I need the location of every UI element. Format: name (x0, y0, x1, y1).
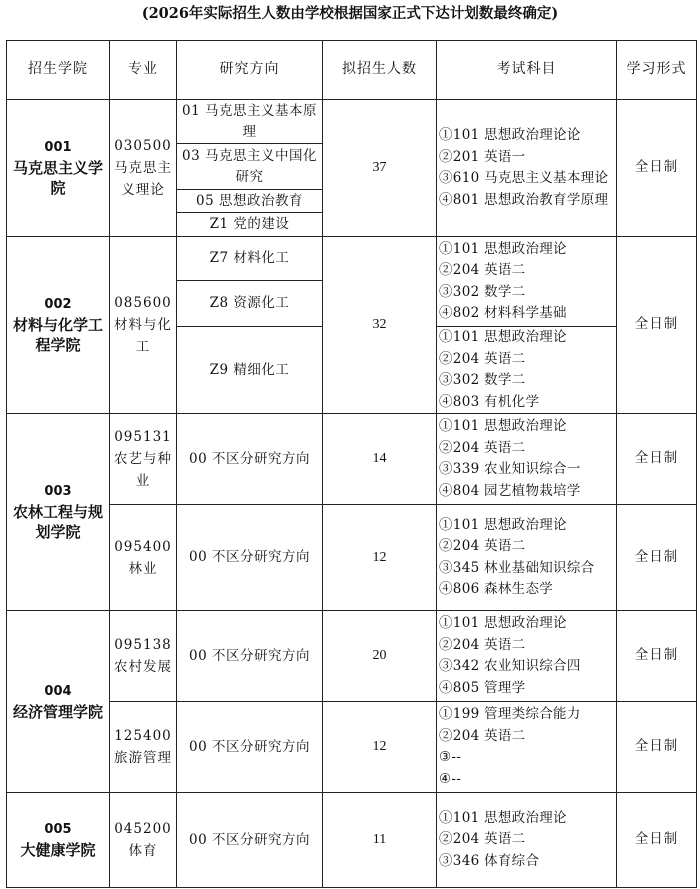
major-cell: 125400旅游管理 (110, 702, 177, 793)
direction-cell (177, 100, 323, 237)
table-row (7, 100, 697, 237)
quota-cell: 14 (323, 414, 437, 505)
school-cell (7, 414, 110, 611)
school-name: 马克思主义学院 (12, 159, 103, 197)
exam-subject: ①101 思想政治理论论 (439, 127, 581, 143)
exam-subject: ③610 马克思主义基本理论 (439, 170, 609, 186)
direction-item: Z7 材料化工 (177, 237, 322, 281)
table-row (7, 505, 697, 611)
exam-subject: ②204 英语二 (439, 636, 526, 653)
header-major: 专业 (110, 41, 177, 100)
direction-item: 03 马克思主义中国化研究 (177, 144, 322, 190)
quota-cell: 20 (323, 611, 437, 702)
exam-subject: ④-- (439, 770, 462, 787)
mode-cell: 全日制 (617, 702, 697, 793)
exam-subject: ②204 英语二 (439, 538, 526, 554)
exam-subject: ①101 思想政治理论 (439, 516, 567, 533)
school-code: 005 (44, 822, 72, 837)
exam-cell (437, 414, 617, 505)
direction-item: Z1 党的建设 (209, 216, 290, 232)
exam-subject: ④806 森林生态学 (439, 581, 554, 597)
header-direction: 研究方向 (177, 41, 323, 100)
header-row (7, 41, 697, 100)
exam-subject: ③345 林业基础知识综合 (439, 559, 595, 576)
exam-subject: ③302 数学二 (439, 372, 526, 388)
admissions-table (6, 40, 697, 888)
exam-cell (437, 237, 617, 327)
direction-item: Z8 资源化工 (209, 295, 290, 311)
major-cell: 085600材料与化工 (110, 237, 177, 414)
exam-subject: ①101 思想政治理论 (439, 240, 567, 257)
quota-cell: 12 (323, 505, 437, 611)
table-row (7, 237, 697, 327)
exam-cell (437, 793, 617, 888)
exam-subject: ①101 思想政治理论 (439, 615, 567, 631)
exam-subject: ③-- (439, 749, 462, 765)
exam-subject: ④803 有机化学 (439, 393, 540, 410)
school-code: 002 (44, 297, 72, 312)
major-cell: 095138农村发展 (110, 611, 177, 702)
table-row (7, 414, 697, 505)
exam-cell (437, 611, 617, 702)
quota-cell: 12 (323, 702, 437, 793)
exam-subject: ①199 管理类综合能力 (439, 706, 581, 722)
mode-cell: 全日制 (617, 237, 697, 414)
exam-subject: ①101 思想政治理论 (439, 329, 567, 345)
direction-item: 05 思想政治教育 (177, 190, 322, 213)
table-row (7, 793, 697, 888)
direction-cell: 00 不区分研究方向 (177, 611, 323, 702)
exam-subject: ①101 思想政治理论 (439, 418, 567, 434)
school-name: 材料与化学工程学院 (12, 316, 103, 354)
school-cell (7, 237, 110, 414)
header-exam: 考试科目 (437, 41, 617, 100)
direction-item: 01 马克思主义基本原理 (177, 100, 322, 144)
quota-cell: 32 (323, 237, 437, 414)
direction-cell (177, 237, 323, 327)
exam-subject: ②204 英语二 (439, 831, 526, 848)
direction-cell: Z9 精细化工 (177, 327, 323, 414)
exam-subject: ②204 英语二 (439, 262, 526, 278)
major-cell: 095400林业 (110, 505, 177, 611)
table-caption: (2026年实际招生人数由学校根据国家正式下达计划数最终确定) (141, 5, 559, 22)
header-mode: 学习形式 (617, 41, 697, 100)
exam-subject: ①101 思想政治理论 (439, 809, 567, 826)
exam-subject: ③339 农业知识综合一 (439, 461, 581, 477)
school-name: 农林工程与规划学院 (12, 503, 103, 541)
school-name: 经济管理学院 (12, 702, 103, 721)
exam-cell (437, 327, 617, 414)
major-cell: 045200体育 (110, 793, 177, 888)
mode-cell: 全日制 (617, 611, 697, 702)
quota-cell: 11 (323, 793, 437, 888)
mode-cell: 全日制 (617, 793, 697, 888)
exam-subject: ②201 英语一 (439, 148, 526, 165)
exam-cell (437, 505, 617, 611)
header-quota: 拟招生人数 (323, 41, 437, 100)
school-cell (7, 100, 110, 237)
direction-cell: 00 不区分研究方向 (177, 414, 323, 505)
direction-cell: 00 不区分研究方向 (177, 702, 323, 793)
exam-subject: ④804 园艺植物栽培学 (439, 482, 581, 499)
table-row (7, 702, 697, 793)
exam-subject: ③342 农业知识综合四 (439, 658, 581, 674)
school-code: 003 (44, 484, 72, 499)
header-school: 招生学院 (7, 41, 110, 100)
exam-subject: ②204 英语二 (439, 350, 526, 367)
mode-cell: 全日制 (617, 414, 697, 505)
exam-subject: ③346 体育综合 (439, 852, 540, 869)
major-cell: 095131农艺与种业 (110, 414, 177, 505)
exam-subject: ②204 英语二 (439, 727, 526, 744)
exam-cell (437, 702, 617, 793)
school-code: 004 (44, 683, 72, 699)
direction-cell: 00 不区分研究方向 (177, 505, 323, 611)
mode-cell: 全日制 (617, 505, 697, 611)
exam-subject: ②204 英语二 (439, 439, 526, 456)
direction-cell: 00 不区分研究方向 (177, 793, 323, 888)
quota-cell: 37 (323, 100, 437, 237)
major-cell: 030500马克思主义理论 (110, 100, 177, 237)
exam-cell (437, 100, 617, 237)
school-cell (7, 611, 110, 793)
exam-subject: ④801 思想政治教育学原理 (439, 191, 609, 208)
school-cell (7, 793, 110, 888)
exam-subject: ④802 材料科学基础 (439, 305, 567, 321)
table-row (7, 611, 697, 702)
school-code: 001 (44, 140, 72, 155)
school-name: 大健康学院 (20, 841, 96, 859)
exam-subject: ④805 管理学 (439, 679, 526, 696)
mode-cell: 全日制 (617, 100, 697, 237)
exam-subject: ③302 数学二 (439, 283, 526, 300)
